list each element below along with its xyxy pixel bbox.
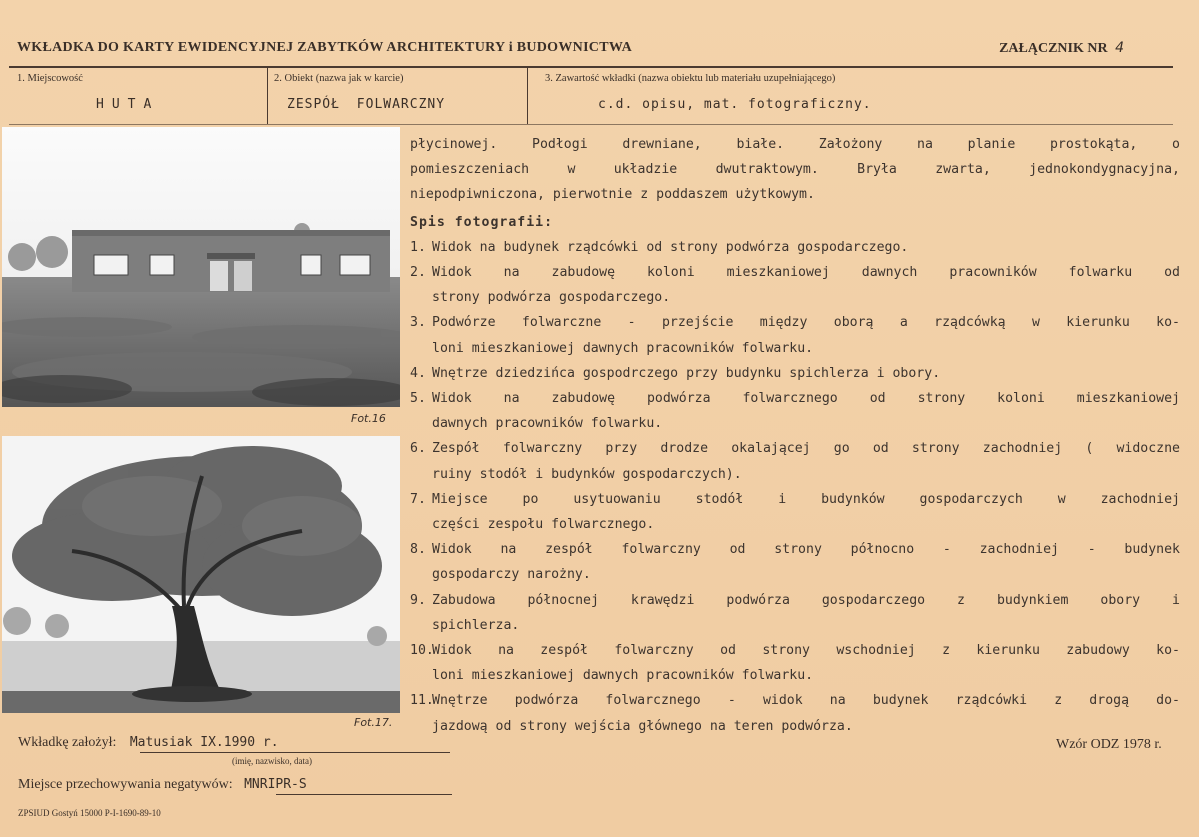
photo-list-text: dawnych pracowników folwarku. — [432, 416, 663, 432]
photo-list-number — [410, 613, 432, 638]
field-bottom-rule — [9, 124, 1173, 125]
photo-list-item — [410, 638, 1180, 663]
established-value: Matusiak IX.1990 r. — [129, 735, 279, 750]
photo-list-title: Spis fotografii: — [410, 214, 554, 230]
photo-list-number — [410, 663, 432, 688]
photo-list-item — [410, 285, 1180, 310]
photo-list-number: 7. — [410, 491, 426, 507]
photo-list-text: Widok na budynek rządcówki od strony podwórza gospodarczego. — [432, 239, 909, 255]
photo-list-item — [410, 663, 1180, 688]
document-title: WKŁADKA DO KARTY EWIDENCYJNEJ ZABYTKÓW ARCHITEKTURY i BUDOWNICTWA — [17, 40, 633, 55]
photo-list-item — [410, 310, 1180, 335]
photo-list-number — [410, 714, 432, 739]
field-object-value: ZESPÓŁ FOLWARCZNY — [287, 97, 446, 112]
field-content-value: c.d. opisu, mat. fotograficzny. — [598, 97, 872, 112]
photo-building — [2, 127, 400, 407]
photo-list-number — [410, 411, 432, 436]
photo-list-text: loni mieszkaniowej dawnych pracowników folwarku. — [432, 340, 814, 356]
photo-list-text: Widok na zabudowę koloni mieszkaniowej dawnych pracowników folwarku od — [432, 265, 1180, 281]
photo-list-item — [410, 462, 1180, 487]
photo-list-item — [410, 235, 1180, 260]
photo-list-number: 3. — [410, 315, 426, 331]
field-object-label: 2. Obiekt (nazwa jak w karcie) — [274, 73, 404, 84]
established-row — [18, 735, 279, 751]
annex-label: ZAŁĄCZNIK NR — [999, 41, 1108, 56]
photo-list-item — [410, 336, 1180, 361]
description-line-2: pomieszczeniach w układzie dwutraktowym. Bryła zwarta, jednokondygnacyjna, — [410, 162, 1180, 178]
header-rule — [9, 66, 1173, 68]
photo-list-item — [410, 487, 1180, 512]
printer-info: ZPSIUD Gostyń 15000 P-I-1690-89-10 — [18, 808, 161, 818]
photo-list-text: gospodarczy narożny. — [432, 567, 591, 583]
photo-list-text: Widok na zespół folwarczny od strony północno - zachodniej - budynek — [432, 542, 1180, 558]
photo-tree-label: Fot.17. — [354, 716, 393, 729]
photo-list-item — [410, 512, 1180, 537]
field-divider-1 — [267, 68, 268, 124]
description-line-3: niepodpiwniczona, pierwotnie z poddaszem użytkowym. — [410, 187, 815, 203]
field-content-label: 3. Zawartość wkładki (nazwa obiektu lub materiału uzupełniającego) — [545, 73, 836, 84]
photo-list-item — [410, 688, 1180, 713]
photo-list-text: ruiny stodół i budynków gospodarczych). — [432, 466, 742, 482]
photo-list-number — [410, 562, 432, 587]
established-hint: (imię, nazwisko, data) — [232, 756, 312, 766]
photo-list-number: 10. — [410, 643, 434, 659]
photo-list-text: Zespół folwarczny przy drodze okalającej go od strony zachodniej ( widoczne — [432, 441, 1180, 457]
photo-list-item — [410, 537, 1180, 562]
photo-list-number — [410, 462, 432, 487]
established-underline — [140, 752, 450, 753]
negatives-label: Miejsce przechowywania negatywów: — [18, 777, 233, 792]
photo-list-text: jazdową od strony wejścia głównego na teren podwórza. — [432, 718, 853, 734]
photo-list-text: Zabudowa północnej krawędzi podwórza gospodarczego z budynkiem obory i — [432, 592, 1180, 608]
photo-list-text: Miejsce po usytuowaniu stodół i budynków gospodarczych w zachodniej — [432, 491, 1180, 507]
annex-number — [999, 40, 1124, 57]
photo-list-text: Wnętrze dziedzińca gospodrczego przy budynku spichlerza i obory. — [432, 365, 941, 381]
photo-list-number: 4. — [410, 365, 426, 381]
photo-list-item — [410, 714, 1180, 739]
photo-list-item — [410, 588, 1180, 613]
form-model: Wzór ODZ 1978 r. — [1056, 737, 1162, 752]
photo-list-text: Podwórze folwarczne - przejście między oborą a rządcówką w kierunku ko- — [432, 315, 1180, 331]
photo-list-number — [410, 512, 432, 537]
description-line-1: płycinowej. Podłogi drewniane, białe. Założony na planie prostokąta, o — [410, 137, 1180, 152]
photo-list-number: 5. — [410, 391, 426, 407]
photo-list-text: loni mieszkaniowej dawnych pracowników folwarku. — [432, 668, 814, 684]
photo-list-text: Widok na zabudowę podwórza folwarcznego od strony koloni mieszkaniowej — [432, 391, 1180, 407]
photo-list-item — [410, 436, 1180, 461]
photo-list-item — [410, 613, 1180, 638]
negatives-row — [18, 777, 307, 793]
photo-list-number: 1. — [410, 239, 426, 255]
photo-list-text: Wnętrze podwórza folwarcznego - widok na budynek rządcówki z drogą do- — [432, 693, 1180, 709]
photo-list-text: strony podwórza gospodarczego. — [432, 290, 671, 306]
field-place-value: HUTA — [96, 97, 160, 112]
photo-list-text: Widok na zespół folwarczny od strony wschodniej z kierunku zabudowy ko- — [432, 643, 1180, 659]
photo-list-number: 11. — [410, 693, 434, 709]
photo-list-item — [410, 411, 1180, 436]
photo-building-label: Fot.16 — [351, 412, 386, 425]
photo-list-number: 9. — [410, 592, 426, 608]
photo-list-number — [410, 336, 432, 361]
annex-number-value: 4 — [1115, 40, 1124, 56]
photo-list-item — [410, 562, 1180, 587]
description-text — [410, 132, 1180, 739]
photo-list-text: części zespołu folwarcznego. — [432, 517, 655, 533]
photo-list-number — [410, 285, 432, 310]
negatives-underline — [276, 794, 452, 795]
photo-list-item — [410, 361, 1180, 386]
field-divider-2 — [527, 68, 528, 124]
photo-list-item — [410, 260, 1180, 285]
photo-list-text: spichlerza. — [432, 617, 520, 633]
photo-list-number: 6. — [410, 441, 426, 457]
negatives-value: MNRIPR-S — [244, 777, 307, 792]
photo-list-number: 8. — [410, 542, 426, 558]
photo-list-item — [410, 386, 1180, 411]
established-label: Wkładkę założył: — [18, 735, 117, 750]
photo-tree — [2, 436, 400, 713]
photo-list — [410, 235, 1180, 739]
field-place-label: 1. Miejscowość — [17, 73, 83, 84]
photo-list-number: 2. — [410, 265, 426, 281]
